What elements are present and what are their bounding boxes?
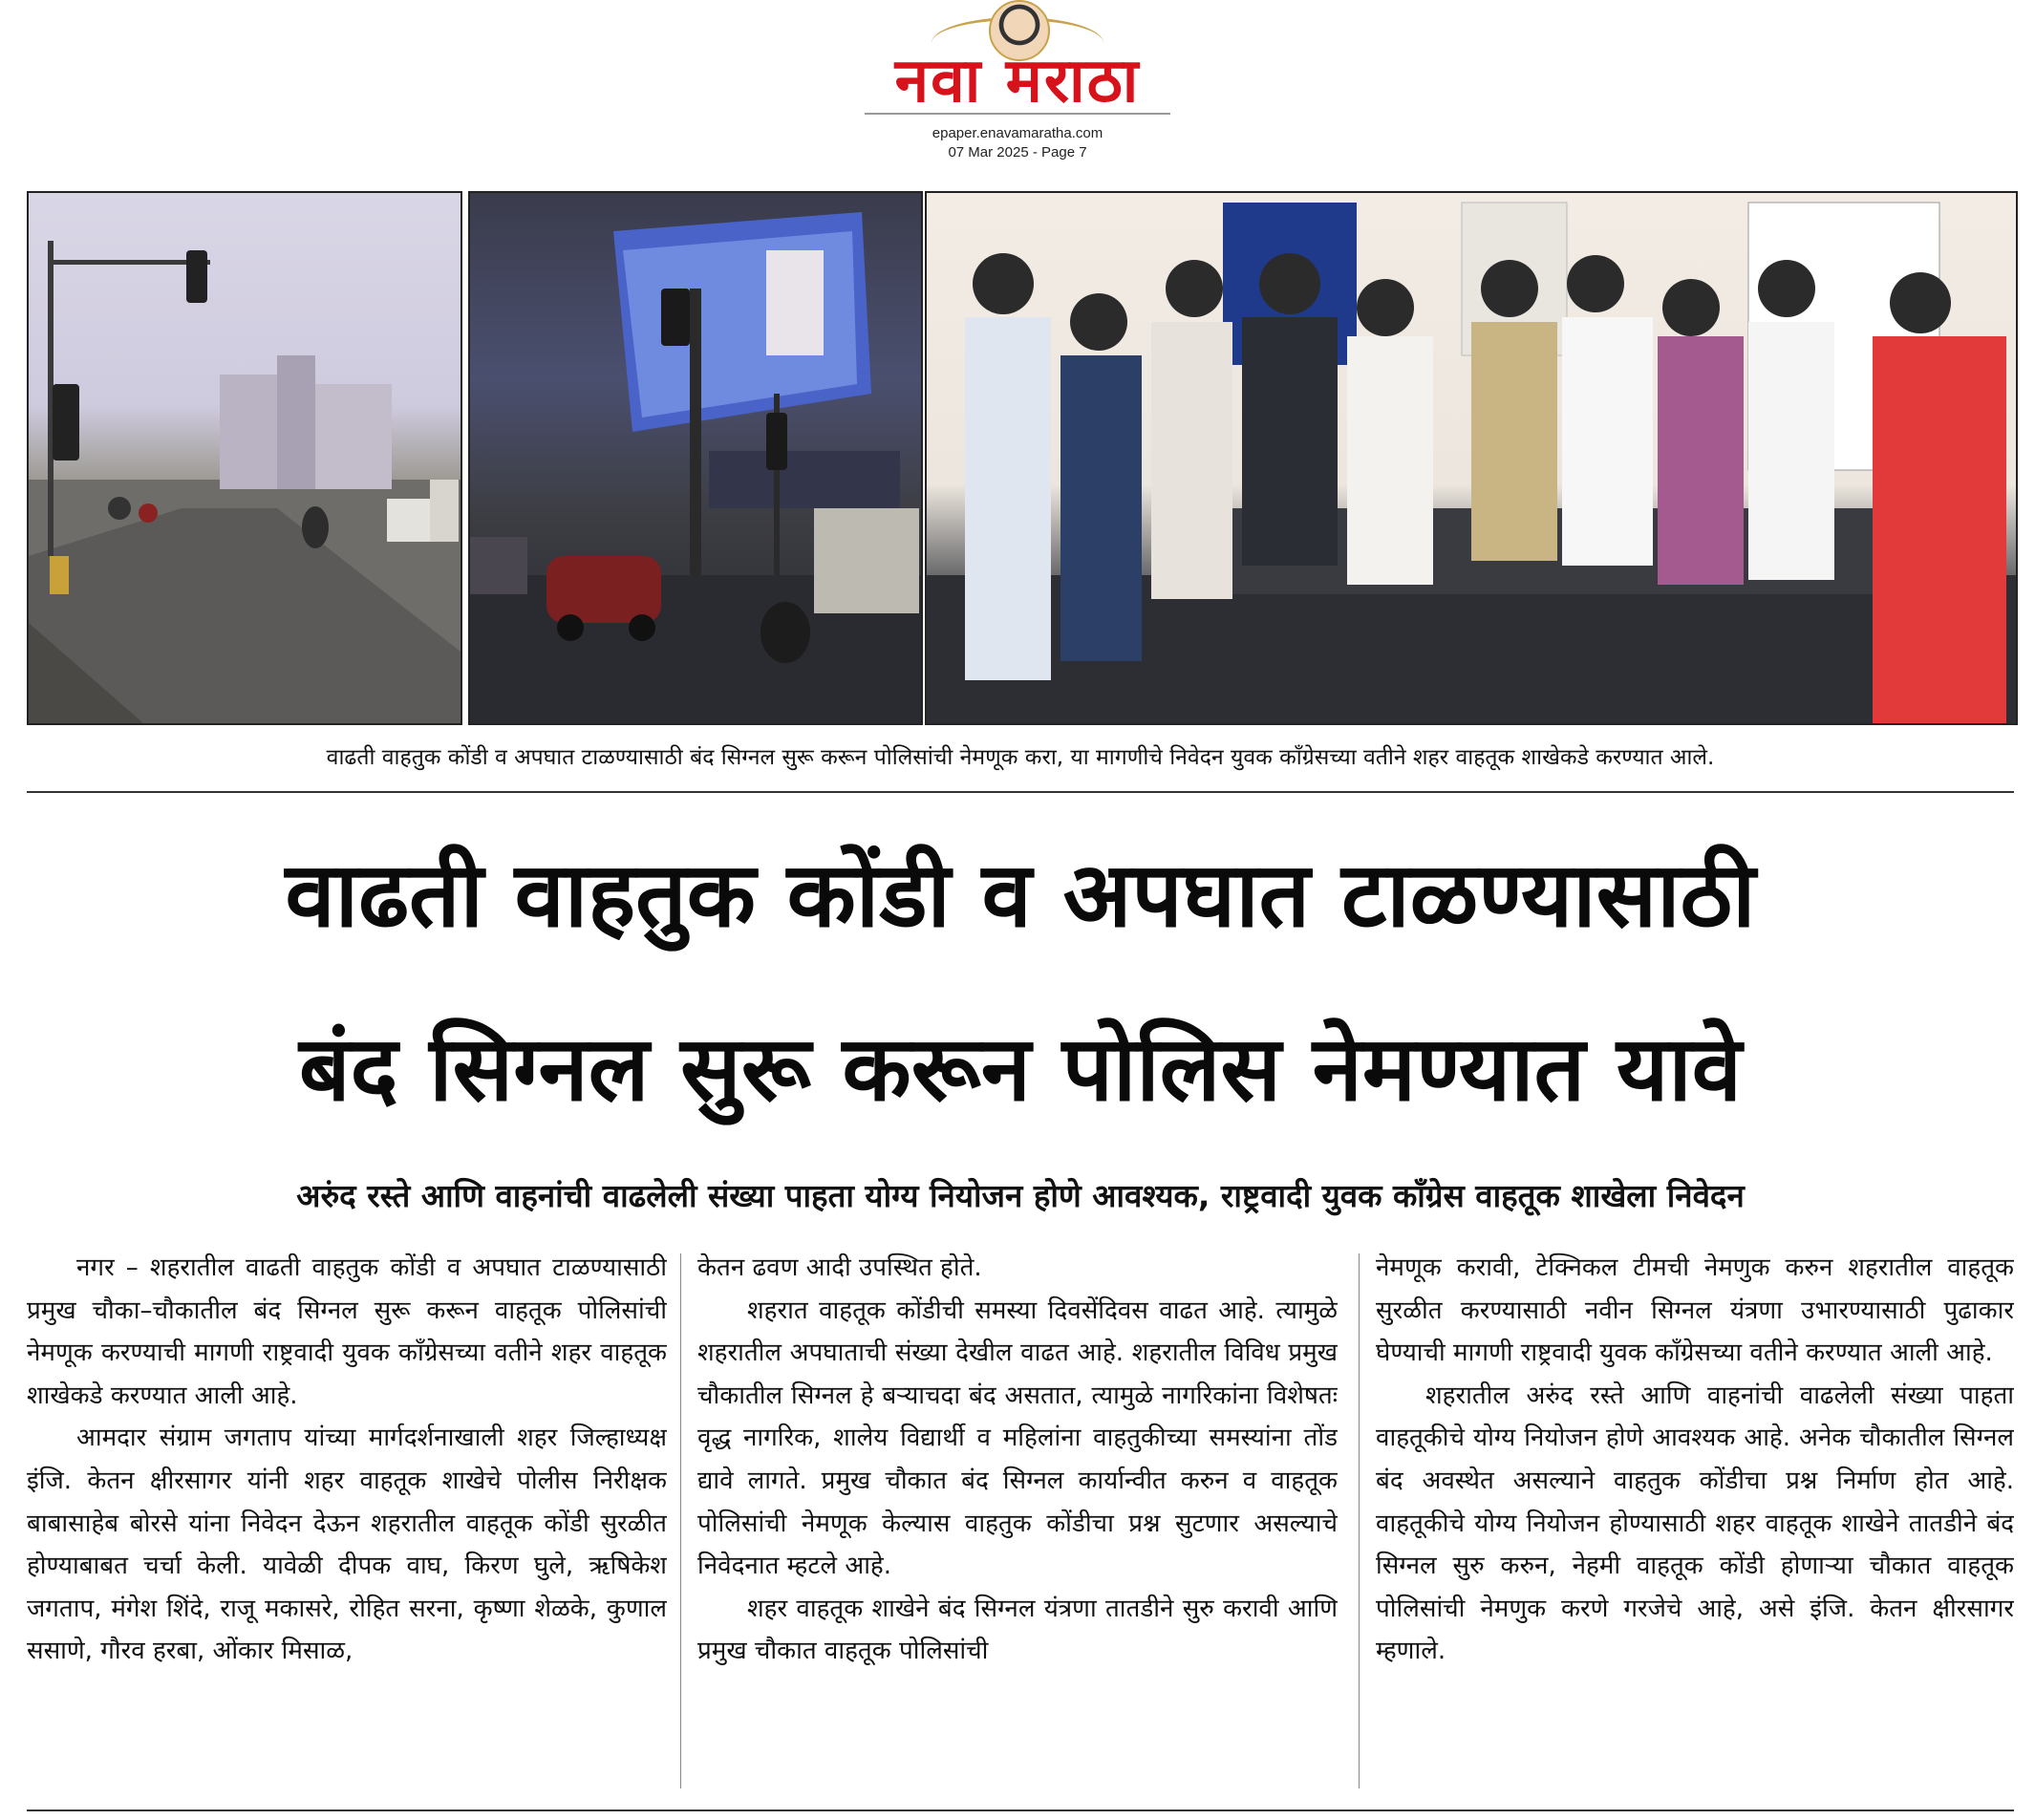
logo-wordmark: नवा मराठा bbox=[894, 46, 1141, 117]
masthead bbox=[0, 0, 2035, 172]
edition-info bbox=[865, 124, 1170, 162]
logo-divider bbox=[865, 113, 1170, 120]
column-divider bbox=[1359, 1253, 1360, 1788]
paragraph: शहरातील अरुंद रस्ते आणि वाहनांची वाढलेली संख्या पाहता वाहतूकीचे योग्य नियोजन होणे आवश्यक आहे. अनेक चौकातील सिग्नल बंद अवस्थेत असल्याने वाहतुक कोंडीचा प्रश्न निर्माण होत आहे. वाहतूकीचे योग्य नियोजन होण्यासाठी शहर वाहतूक शाखेने तातडीने बंद सिग्नल सुरु करुन, नेहमी वाहतूक कोंडी होणाऱ्या चौकात वाहतूक पोलिसांची नेमणुक करणे गरजेचे आहे, असे इंजि. केतन क्षीरसागर म्हणाले. bbox=[1376, 1381, 2014, 1666]
article-column-1 bbox=[27, 1247, 667, 1796]
caption-divider bbox=[27, 791, 2014, 793]
traffic-signal-road-photo bbox=[27, 191, 462, 725]
paragraph: केतन ढवण आदी उपस्थित होते. bbox=[697, 1253, 982, 1282]
paragraph: शहर वाहतूक शाखेने बंद सिग्नल यंत्रणा तातडीने सुरु करावी आणि प्रमुख चौकात वाहतूक पोलिसांची bbox=[697, 1594, 1338, 1666]
site-url: epaper.enavamaratha.com bbox=[932, 125, 1103, 141]
paragraph: नगर – शहरातील वाढती वाहतुक कोंडी व अपघात टाळण्यासाठी प्रमुख चौका–चौकातील बंद सिग्नल सुरू करून वाहतूक पोलिसांची नेमणूक करण्याची मागणी राष्ट्रवादी युवक काँग्रेसच्या वतीने शहर वाहतूक शाखेकडे करण्यात आली आहे. bbox=[27, 1253, 667, 1410]
bottom-divider bbox=[27, 1809, 2014, 1811]
night-traffic-billboard-photo bbox=[468, 191, 923, 725]
article-column-2 bbox=[697, 1247, 1338, 1796]
police-office-memorandum-photo bbox=[925, 191, 2018, 725]
headline-line-1: वाढती वाहतुक कोंडी व अपघात टाळण्यासाठी bbox=[285, 844, 1756, 948]
date-page: 07 Mar 2025 - Page 7 bbox=[948, 144, 1087, 161]
paragraph: नेमणूक करावी, टेक्निकल टीमची नेमणुक करुन शहरातील वाहतूक सुरळीत करण्यासाठी नवीन सिग्नल यंत्रणा उभारण्यासाठी पुढाकार घेण्याची मागणी राष्ट्रवादी युवक काँग्रेसच्या वतीने करण्यात आली आहे. bbox=[1376, 1253, 2014, 1368]
night-scene-illustration bbox=[470, 193, 921, 723]
paragraph: आमदार संग्राम जगताप यांच्या मार्गदर्शनाखाली शहर जिल्हाध्यक्ष इंजि. केतन क्षीरसागर यांनी शहर वाहतूक शाखेचे पोलीस निरीक्षक बाबासाहेब बोरसे यांना निवेदन देऊन शहरातील वाहतूक कोंडी सुरळीत होण्याबाबत चर्चा केली. यावेळी दीपक वाघ, किरण घुले, ऋषिकेश जगताप, मंगेश शिंदे, राजू मकासरे, रोहित सरना, कृष्णा शेळके, कुणाल ससाणे, गौरव हरबा, ओंकार मिसाळ, bbox=[27, 1424, 667, 1666]
subheadline: अरुंद रस्ते आणि वाहनांची वाढलेली संख्या पाहता योग्य नियोजन होणे आवश्यक, राष्ट्रवादी युवक काँग्रेस वाहतूक शाखेला निवेदन bbox=[296, 1177, 1745, 1214]
paragraph: शहरात वाहतूक कोंडीची समस्या दिवसेंदिवस वाढत आहे. त्यामुळे शहरातील अपघाताची संख्या देखील वाढत आहे. शहरातील विविध प्रमुख चौकातील सिग्नल हे बऱ्याचदा बंद असतात, त्यामुळे नागरिकांना विशेषतः वृद्ध नागरिक, शालेय विद्यार्थी व महिलांना वाहतुकीच्या समस्यांना तोंड द्यावे लागते. प्रमुख चौकात बंद सिग्नल कार्यान्वीत करुन व वाहतूक पोलिसांची नेमणूक केल्यास वाहतुक कोंडीचा प्रश्न सुटणार असल्याचे निवेदनात म्हटले आहे. bbox=[697, 1295, 1338, 1581]
road-scene-illustration bbox=[29, 193, 461, 723]
newspaper-logo bbox=[865, 0, 1170, 124]
group-photo-illustration bbox=[927, 193, 2016, 723]
headline-line-2: बंद सिग्नल सुरू करून पोलिस नेमण्यात यावे bbox=[298, 1017, 1743, 1122]
photo-caption: वाढती वाहतुक कोंडी व अपघात टाळण्यासाठी बंद सिग्नल सुरू करून पोलिसांची नेमणूक करा, या मागणीचे निवेदन युवक काँग्रेसच्या वतीने शहर वाहतूक शाखेकडे करण्यात आले. bbox=[326, 745, 1715, 770]
column-divider bbox=[680, 1253, 681, 1788]
article-column-3 bbox=[1376, 1247, 2014, 1796]
